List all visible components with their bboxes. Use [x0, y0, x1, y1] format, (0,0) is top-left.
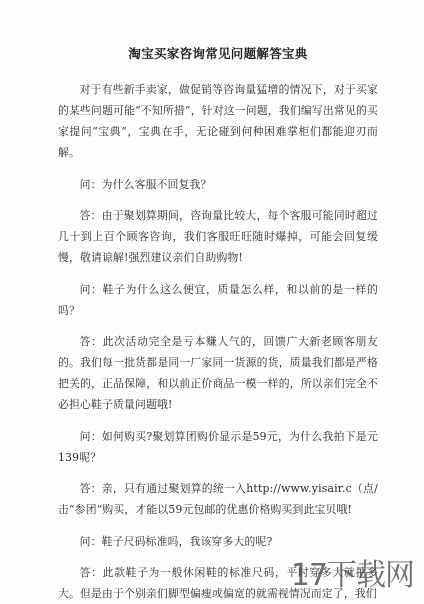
intro-paragraph: 对于有些新手卖家，做促销等咨询量猛增的情况下，对于买家的某些问题可能“不知所措”，针对这一问题，我们编写出常见的买家提问“宝典”，宝典在手，无论碰到何种困难掌柜们都能迎刃而解。: [58, 83, 378, 159]
answer-paragraph: 答：亲，只有通过聚划算的统一入http://www.yisair.c（点/击“参团”购买，才能以59元包邮的优惠价格购买到此宝贝哦!: [58, 482, 378, 516]
document-title: 淘宝买家咨询常见问题解答宝典: [128, 46, 308, 61]
answer-paragraph: 答：由于聚划算期间，咨询量比较大，每个客服可能同时超过几十到上百个顾客咨询，我们客服旺旺随时爆掉，可能会回复缓慢，敬请谅解!强烈建议亲们自助购物!: [58, 209, 378, 264]
question-paragraph: 问：鞋子尺码标准吗，我该穿多大的呢?: [79, 535, 273, 548]
question-paragraph: 问：鞋子为什么这么便宜，质量怎么样，和以前的是一样的吗？: [58, 283, 378, 317]
question-paragraph: 问：为什么客服不回复我？: [79, 178, 212, 191]
site-watermark-logo: 17下载网: [290, 558, 414, 593]
answer-paragraph: 答：此次活动完全是亏本赚人气的，回馈广大新老顾客朋友的。我们每一批货都是同一厂家同一货源的货，质量我们都是严格把关的，正品保障，和以前正价商品一模一样的，所以亲们完全不必担心鞋子质量问题哦!: [58, 335, 378, 411]
question-paragraph: 问：如何购买?聚划算团购价显示是59元，为什么我拍下是元139呢？: [58, 430, 378, 464]
answer-paragraph: 答：此款鞋子为一般休闲鞋的标准尺码，平时穿多大就拍多大。但是由于个别亲们脚型偏瘦或偏宽的就需视情况而定了，我们: [58, 566, 378, 600]
